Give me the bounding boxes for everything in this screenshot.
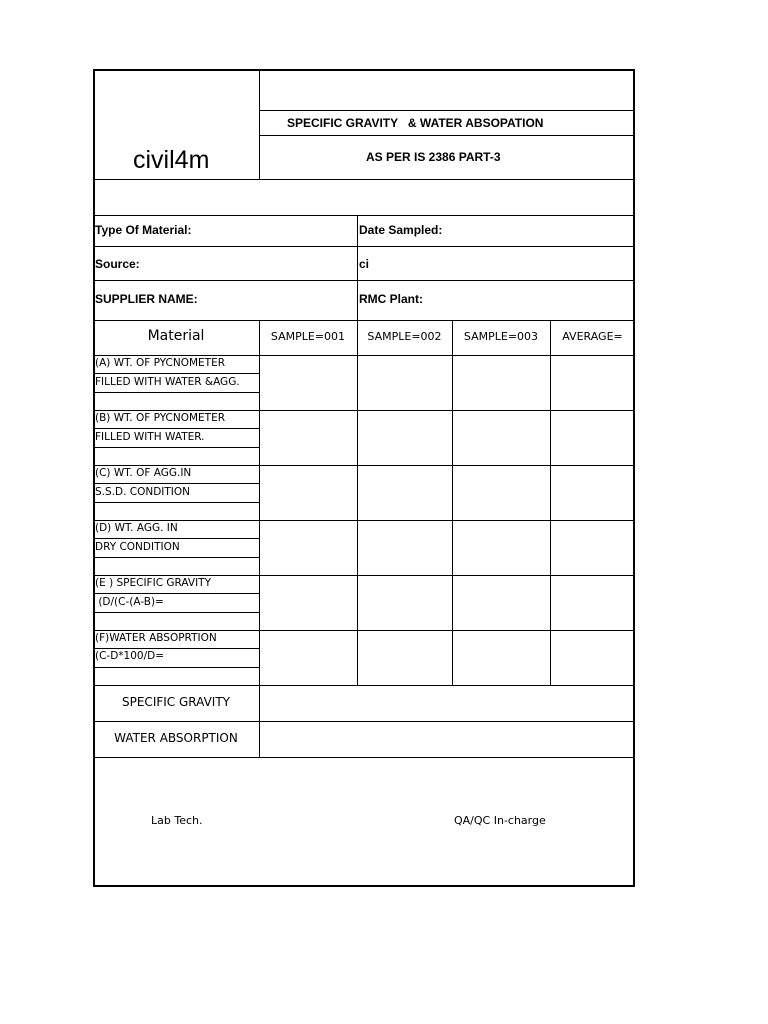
row-d-line-1: (D) WT. AGG. IN bbox=[95, 522, 178, 534]
line-h-group-4 bbox=[93, 575, 635, 576]
line-h-sub bbox=[93, 483, 259, 484]
line-v-results bbox=[259, 685, 260, 757]
column-header-sample-002: SAMPLE=002 bbox=[367, 330, 442, 343]
line-v-col-4 bbox=[550, 320, 551, 685]
line-h-info-top bbox=[93, 215, 635, 216]
water-absorption-result-label: WATER ABSORPTION bbox=[114, 731, 238, 745]
rmc-plant-label: RMC Plant: bbox=[359, 292, 423, 306]
line-h-sub bbox=[93, 538, 259, 539]
line-h-sub bbox=[93, 428, 259, 429]
row-e-line-1: (E ) SPECIFIC GRAVITY bbox=[95, 577, 211, 589]
row-a-line-1: (A) WT. OF PYCNOMETER bbox=[95, 357, 226, 369]
line-v-col-1 bbox=[259, 320, 260, 685]
specific-gravity-result-label: SPECIFIC GRAVITY bbox=[122, 695, 230, 709]
line-h-sub bbox=[93, 373, 259, 374]
source-label: Source: bbox=[95, 257, 140, 271]
row-d-line-2: DRY CONDITION bbox=[95, 541, 180, 553]
lab-tech-signature: Lab Tech. bbox=[151, 814, 203, 827]
qa-qc-signature: QA/QC In-charge bbox=[454, 814, 546, 827]
line-h-header-bottom bbox=[93, 179, 635, 180]
row-c-line-2: S.S.D. CONDITION bbox=[95, 486, 191, 498]
type-of-material-label: Type Of Material: bbox=[95, 223, 192, 237]
line-h-results-2 bbox=[93, 757, 635, 758]
line-h-group-1 bbox=[93, 410, 635, 411]
row-b-line-1: (B) WT. OF PYCNOMETER bbox=[95, 412, 226, 424]
line-h-results-1 bbox=[93, 721, 635, 722]
line-h-sub bbox=[93, 612, 259, 613]
column-header-average: AVERAGE= bbox=[562, 330, 623, 343]
line-v-info bbox=[357, 215, 358, 320]
line-h-header-mid bbox=[259, 135, 635, 136]
date-sampled-label: Date Sampled: bbox=[359, 223, 443, 237]
line-h-sub bbox=[93, 557, 259, 558]
line-v-col-2 bbox=[357, 320, 358, 685]
line-h-table-header-bottom bbox=[93, 355, 635, 356]
row-e-line-2: (D/(C-(A-B)= bbox=[95, 596, 164, 608]
row-b-line-2: FILLED WITH WATER. bbox=[95, 431, 205, 443]
line-h-info-2 bbox=[93, 246, 635, 247]
line-h-header-top bbox=[259, 110, 635, 111]
line-v-col-3 bbox=[452, 320, 453, 685]
column-header-sample-003: SAMPLE=003 bbox=[463, 330, 539, 343]
row-f-line-2: (C-D*100/D= bbox=[95, 650, 165, 662]
supplier-name-label: SUPPLIER NAME: bbox=[95, 292, 198, 306]
row-f-line-1: (F)WATER ABSOPRTION bbox=[95, 632, 217, 644]
line-h-sub bbox=[93, 593, 259, 594]
line-h-group-3 bbox=[93, 520, 635, 521]
row-c-line-1: (C) WT. OF AGG.IN bbox=[95, 467, 192, 479]
line-h-group-6 bbox=[93, 685, 635, 686]
line-v-header bbox=[259, 69, 260, 179]
line-h-group-5 bbox=[93, 630, 635, 631]
standard-reference: AS PER IS 2386 PART-3 bbox=[366, 150, 501, 164]
line-h-info-3 bbox=[93, 280, 635, 281]
form-title: SPECIFIC GRAVITY & WATER ABSOPATION bbox=[287, 116, 544, 130]
column-header-sample-001: SAMPLE=001 bbox=[270, 330, 346, 343]
company-logo: civil4m bbox=[133, 146, 210, 174]
line-h-table-top bbox=[93, 320, 635, 321]
line-h-sub bbox=[93, 667, 259, 668]
line-h-sub bbox=[93, 447, 259, 448]
row-a-line-2: FILLED WITH WATER &AGG. bbox=[95, 376, 240, 388]
line-h-sub bbox=[93, 392, 259, 393]
source-value: ci bbox=[359, 257, 370, 271]
line-h-sub bbox=[93, 648, 259, 649]
line-h-group-2 bbox=[93, 465, 635, 466]
material-header: Material bbox=[147, 328, 205, 344]
line-h-sub bbox=[93, 502, 259, 503]
